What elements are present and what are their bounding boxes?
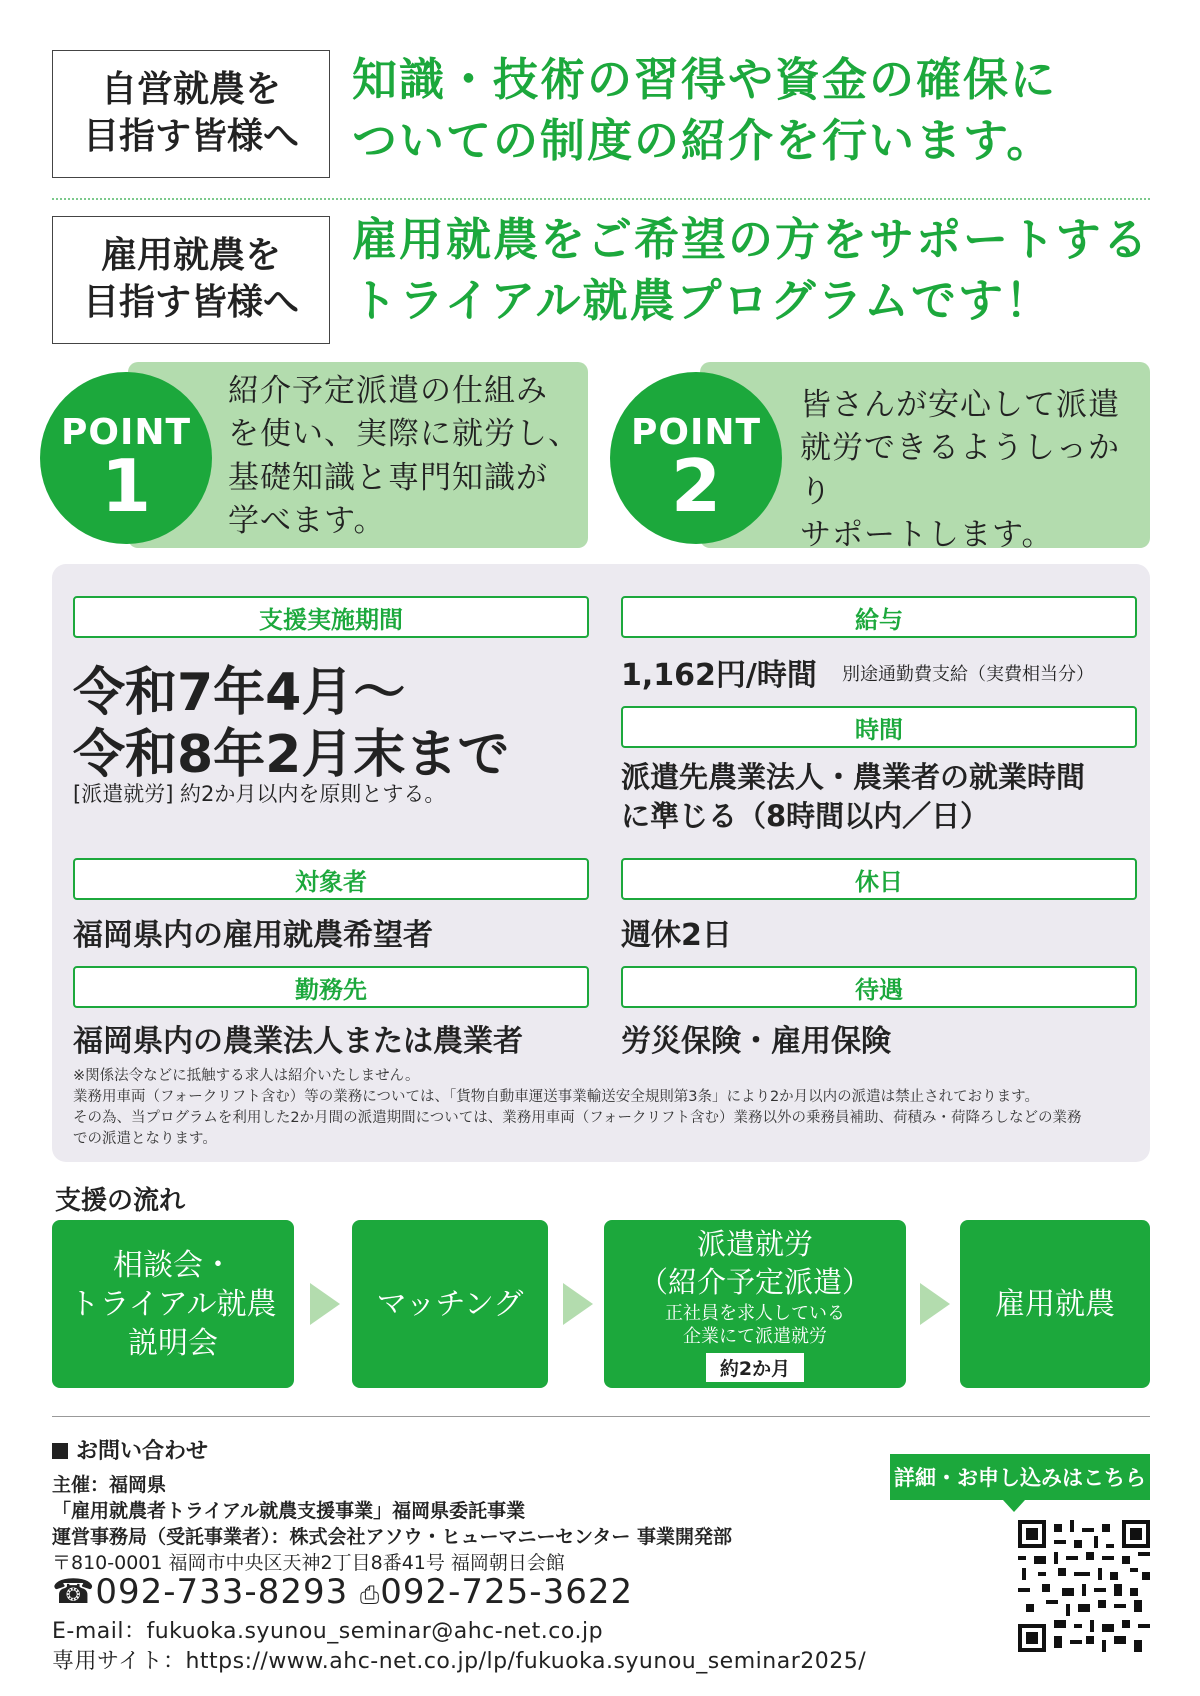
period-line-2: 令和8年2月末まで [73, 725, 510, 785]
point-2-word: POINT [630, 412, 762, 453]
flow-arrow-icon [920, 1283, 950, 1325]
treatment-value: 労災保険・雇用保険 [621, 1024, 891, 1059]
contact-heading [52, 1434, 208, 1465]
flow-step-label: 雇用就農 [995, 1286, 1115, 1322]
point-1-number: 1 [100, 444, 152, 528]
contact-address: 〒810-0001 福岡市中央区天神2丁目8番41号 福岡朝日会館 [52, 1552, 565, 1574]
intro-tag-employment: 雇用就農を 目指す皆様へ [52, 216, 330, 344]
point-2-text: 皆さんが安心して派遣 就労できるようしっかり サポートします。 [800, 387, 1120, 554]
flow-step-consultation [52, 1220, 294, 1388]
holiday-label: 休日 [621, 858, 1137, 900]
salary-value: 1,162円/時間 [621, 658, 817, 693]
hours-label: 時間 [621, 706, 1137, 748]
workplace-label: 勤務先 [73, 966, 589, 1008]
qr-code-icon[interactable] [1018, 1520, 1150, 1652]
intro-headline-self-employed: 知識・技術の習得や資金の確保に ついての制度の紹介を行います。 [352, 53, 1058, 167]
flow-step-label: 相談会・ トライアル就農 説明会 [69, 1247, 277, 1361]
target-value: 福岡県内の雇用就農希望者 [73, 918, 433, 953]
flow-step-duration-badge: 約2か月 [706, 1353, 804, 1382]
point-2-badge [610, 372, 782, 544]
qr-banner-pointer [1003, 1500, 1025, 1512]
salary-note: 別途通勤費支給（実費相当分） [842, 664, 1094, 685]
contact-email[interactable]: E-mail：fukuoka.syunou_seminar@ahc-net.co.jp [52, 1619, 604, 1644]
flow-step-matching [352, 1220, 548, 1388]
contact-tel[interactable]: 092-733-8293 [95, 1572, 349, 1612]
contact-phone-line [52, 1572, 633, 1612]
target-label: 対象者 [73, 858, 589, 900]
flow-step-sublabel: 正社員を求人している 企業にて派遣就労 [665, 1302, 845, 1348]
square-bullet-icon [52, 1443, 68, 1459]
note-line: での派遣となります。 [73, 1131, 217, 1148]
contact-heading-text: お問い合わせ [76, 1439, 209, 1464]
flow-step-label: 派遣就労 （紹介予定派遣） [638, 1227, 871, 1300]
flow-arrow-icon [310, 1283, 340, 1325]
info-notes [73, 1066, 1133, 1150]
flow-step-label: マッチング [376, 1286, 524, 1322]
point-1-badge [40, 372, 212, 544]
workplace-value: 福岡県内の農業法人または農業者 [73, 1024, 523, 1059]
note-line: 業務用車両（フォークリフト含む）等の業務については、「貨物自動車運送事業輸送安全規則第3条」により2か月以内の派遣は禁止されております。 [73, 1089, 1040, 1106]
holiday-value: 週休2日 [621, 918, 732, 953]
period-label: 支援実施期間 [73, 596, 589, 638]
intro-headline-employment: 雇用就農をご希望の方をサポートする トライアル就農プログラムです！ [352, 213, 1150, 327]
flow-title: 支援の流れ [55, 1186, 186, 1216]
qr-banner: 詳細・お申し込みはこちら [890, 1454, 1150, 1500]
point-1-word: POINT [60, 412, 192, 453]
hours-value: 派遣先農業法人・農業者の就業時間 に準じる（8時間以内／日） [621, 760, 1086, 834]
treatment-label: 待遇 [621, 966, 1137, 1008]
fax-icon: ⎙ [360, 1581, 381, 1609]
flow-step-dispatch [604, 1220, 906, 1388]
note-line: ※関係法令などに抵触する求人は紹介いたしません。 [73, 1068, 420, 1084]
phone-icon: ☎ [52, 1572, 96, 1612]
flow-step-employment [960, 1220, 1150, 1388]
intro-tag-self-employed: 自営就農を 目指す皆様へ [52, 50, 330, 178]
contact-office: 運営事務局（受託事業者）：株式会社アソウ・ヒューマニーセンター 事業開発部 [52, 1526, 732, 1548]
contact-fax: 092-725-3622 [380, 1572, 634, 1612]
contact-divider [52, 1416, 1150, 1417]
contact-site[interactable]: 専用サイト：https://www.ahc-net.co.jp/lp/fukuoka.syunou_seminar2025/ [52, 1649, 867, 1674]
contact-project: 「雇用就農者トライアル就農支援事業」福岡県委託事業 [52, 1500, 526, 1522]
salary-label: 給与 [621, 596, 1137, 638]
period-note: [派遣就労] 約2か月以内を原則とする。 [73, 782, 446, 806]
intro-divider [52, 198, 1150, 200]
point-2-number: 2 [670, 444, 722, 528]
period-line-1: 令和7年4月～ [73, 663, 406, 723]
point-1-text: 紹介予定派遣の仕組み を使い、実際に就労し、 基礎知識と専門知識が 学べます。 [228, 373, 580, 540]
contact-host: 主催：福岡県 [52, 1474, 167, 1496]
note-line: その為、当プログラムを利用した2か月間の派遣期間については、業務用車両（フォークリフト含む）業務以外の乗務員補助、荷積み・荷降ろしなどの業務 [73, 1110, 1082, 1127]
flow-arrow-icon [563, 1283, 593, 1325]
